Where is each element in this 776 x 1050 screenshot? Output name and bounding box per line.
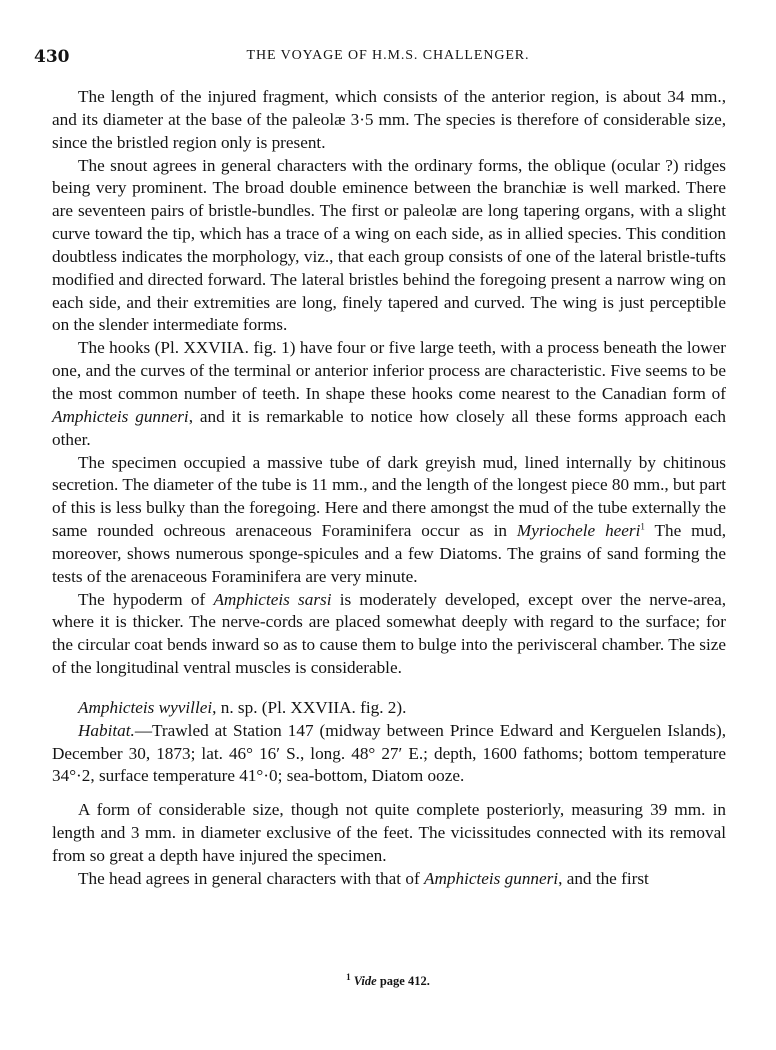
footnote-vide: Vide <box>353 974 377 988</box>
species-name: Amphicteis wyvillei <box>78 697 213 717</box>
species-name: Amphicteis sarsi <box>213 589 332 609</box>
page-number: 430 <box>34 47 70 67</box>
section-gap <box>52 680 726 697</box>
species-name: Myriochele heeri <box>516 521 641 541</box>
paragraph-snout: The snout agrees in general characters with the ordinary forms, the oblique (ocular ?) ridges being very prominent. The broad double eminence between the branchiæ is well marked. There are seventeen pairs of bristle-bundles. The first or paleolæ are long tapering organs, with a slight curve toward the tip, which has a trace of a wing on each side, as in allied species. This condition doubtless indicates the morphology, viz., that each group consists of one of the lateral bristle-tufts modified and directed forward. The lateral bristles behind the foregoing present a narrow wing on each side, and their extremities are long, finely tapered and curved. The wing is just perceptible on the slender intermediate forms. <box>52 155 726 335</box>
paragraph-tube: The specimen occupied a massive tube of dark greyish mud, lined internally by chitinous secretion. The diameter of the tube is 11 mm., and the length of the longest piece 80 mm., but part of this is less bulky than the foregoing. Here and there amongst the mud of the tube externally the same rounded ochreous arenaceous Foraminifera occur as in Myriochele heeri$^1$ The mud, moreover, shows numerous sponge-spicules and a few Diatoms. The grains of sand forming the tests of the arenaceous Foraminifera are very minute. <box>52 452 726 586</box>
paragraph-head: The head agrees in general characters with that of Amphicteis gunneri, and the first <box>78 868 649 888</box>
habitat-label: Habitat. <box>78 720 135 740</box>
paragraph-hypoderm: The hypoderm of Amphicteis sarsi is moderately developed, except over the nerve-area, where it is thicker. The nerve-cords are placed somewhat deeply with regard to the surface; for the circular coat bends inward so as to cause them to bulge into the perivisceral chamber. The size of the longitudinal ventral muscles is considerable. <box>52 589 727 678</box>
body-text <box>52 86 726 891</box>
page-header <box>34 47 742 71</box>
paragraph-form-size: A form of considerable size, though not quite complete posteriorly, measuring 39 mm. in length and 3 mm. in diameter exclusive of the feet. The vicissitudes connected with its removal from so great a depth have injured the specimen. <box>52 800 726 865</box>
paragraph-gap <box>52 788 726 799</box>
paragraph-fragment-length: The length of the injured fragment, which consists of the anterior region, is about 34 mm., and its diameter at the base of the paleolæ 3·5 mm. The species is therefore of considerable size, since the bristled region only is present. <box>52 87 726 152</box>
species-heading: Amphicteis wyvillei, n. sp. (Pl. XXVIIA. fig. 2). <box>78 697 407 717</box>
species-name: Amphicteis gunneri <box>52 406 189 426</box>
footnote-mark: 1 <box>346 971 351 982</box>
species-name: Amphicteis gunneri <box>423 868 559 888</box>
habitat-paragraph: Habitat.—Trawled at Station 147 (midway between Prince Edward and Kerguelen Islands), December 30, 1873; lat. 46° 16′ S., long. 48° 27′ E.; depth, 1600 fathoms; bottom temperature 34°·2, surface temperature 41°·0; sea-bottom, Diatom ooze. <box>52 720 726 786</box>
footnote-reference: 1 <box>640 521 645 532</box>
footnote: $^1$ Vide page 412. <box>346 971 430 988</box>
paragraph-hooks: The hooks (Pl. XXVIIA. fig. 1) have four or five large teeth, with a process beneath the lower one, and the curves of the terminal or anterior inferior process are characteristic. Five seems to be the most common number of teeth. In shape these hooks come nearest to the Canadian form of Amphicteis gunneri, and it is remarkable to notice how closely all these forms approach each other. <box>52 338 726 449</box>
running-title: THE VOYAGE OF H.M.S. CHALLENGER. <box>246 48 530 63</box>
